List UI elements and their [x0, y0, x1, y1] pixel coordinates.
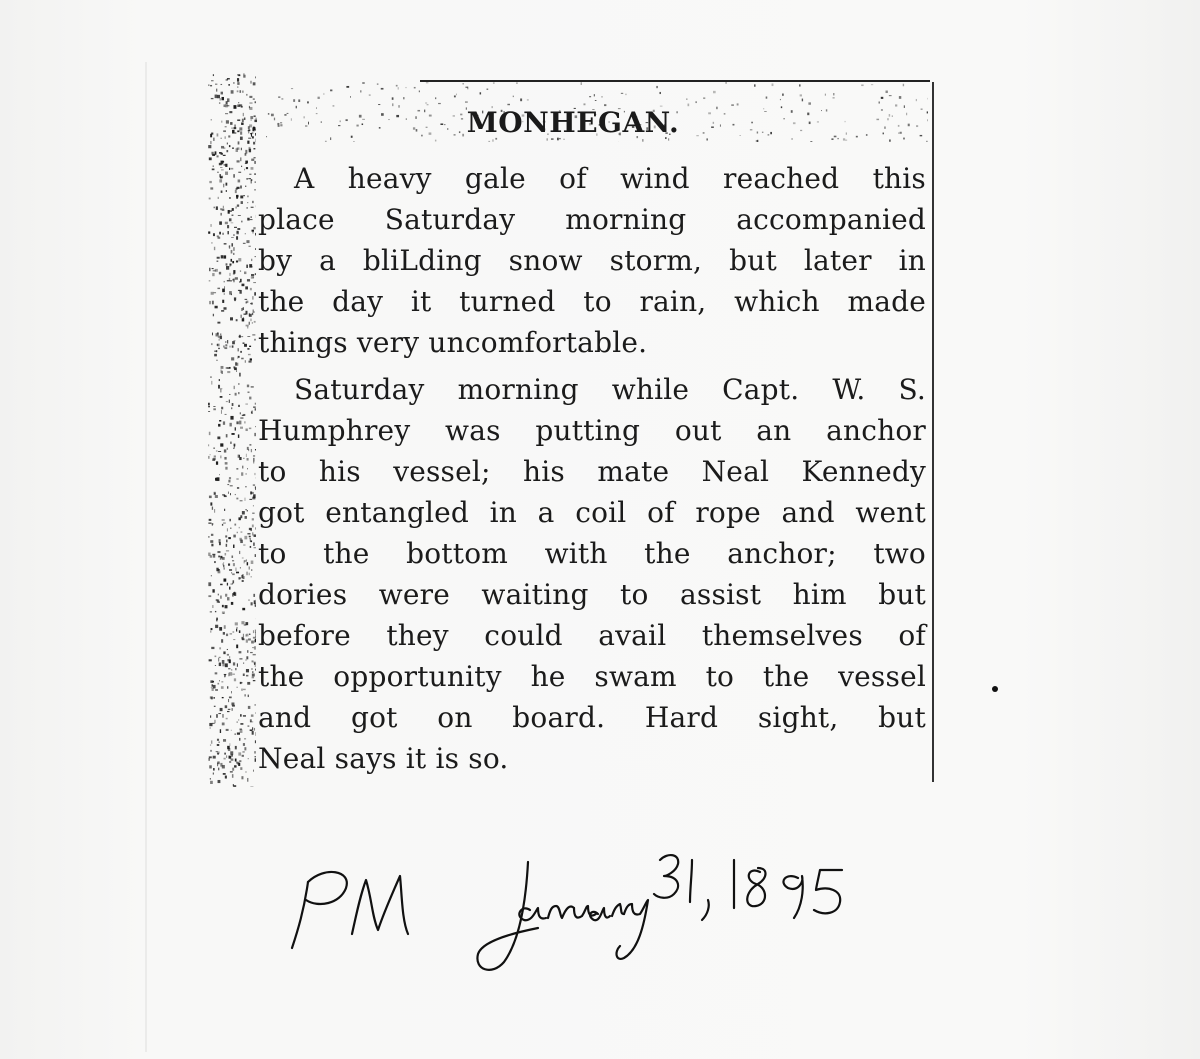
torn-edge-noise	[208, 72, 256, 787]
newspaper-clipping	[208, 72, 938, 792]
handwritten-date	[268, 830, 888, 990]
paragraph-2	[258, 369, 926, 779]
text-line: place Saturday morning accompanied	[258, 203, 926, 236]
text-line: Neal says it is so.	[258, 742, 509, 775]
column-right-rule	[932, 82, 934, 782]
text-line: by a bliLding snow storm, but later in	[258, 244, 926, 277]
article-body	[258, 158, 926, 779]
text-line: to his vessel; his mate Neal Kennedy	[258, 455, 926, 488]
text-line: dories were waiting to assist him but	[258, 578, 926, 611]
text-line: Humphrey was putting out an anchor	[258, 414, 926, 447]
column-top-rule	[420, 80, 930, 82]
text-line: and got on board. Hard sight, but	[258, 701, 926, 734]
text-line: A heavy gale of wind reached this	[294, 162, 926, 195]
text-line: before they could avail themselves of	[258, 619, 926, 652]
ink-dot	[992, 686, 998, 692]
article-headline: MONHEGAN.	[466, 106, 680, 139]
text-line: got entangled in a coil of rope and went	[258, 496, 926, 529]
paragraph-1	[258, 158, 926, 363]
text-line: to the bottom with the anchor; two	[258, 537, 926, 570]
text-line: Saturday morning while Capt. W. S.	[294, 373, 926, 406]
text-line: things very uncomfortable.	[258, 326, 648, 359]
text-line: the day it turned to rain, which made	[258, 285, 926, 318]
text-line: the opportunity he swam to the vessel	[258, 660, 926, 693]
